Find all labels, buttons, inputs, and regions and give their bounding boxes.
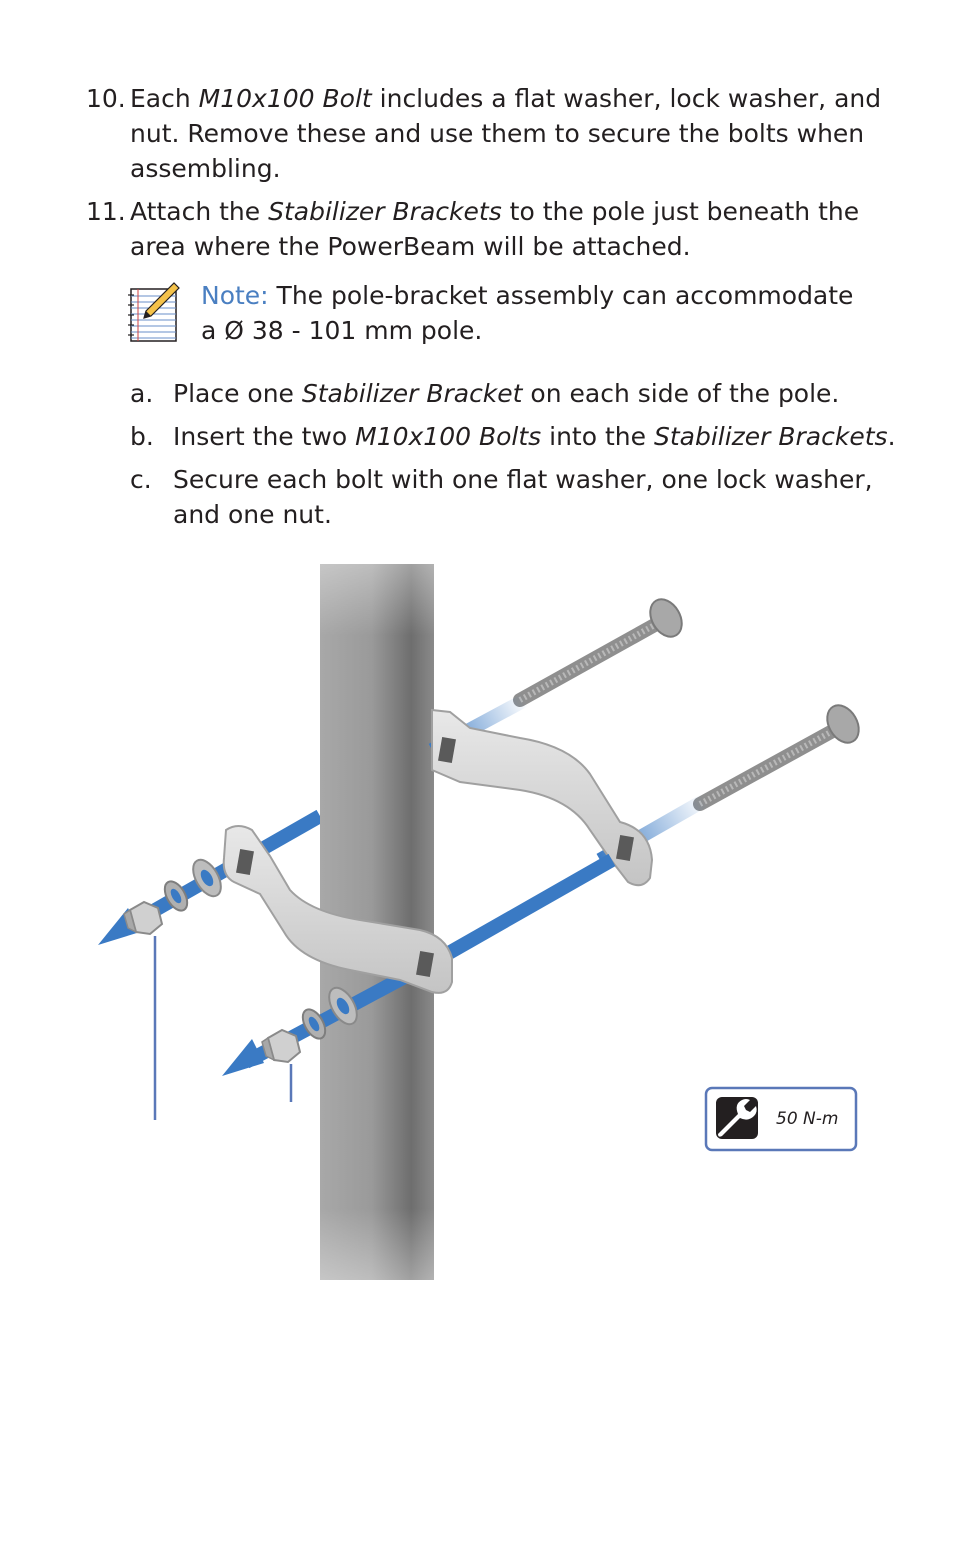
substep-letter: b. [130, 422, 154, 451]
part-name: Stabilizer Bracket [301, 379, 523, 408]
step-text-part: Each [130, 84, 199, 113]
step-text-part: to the pole just beneath the [501, 197, 860, 226]
arrow-head-right [222, 1039, 264, 1076]
bolt-lower [700, 700, 865, 804]
assembly-illustration [0, 560, 954, 1290]
substep-text-part: on each side of the pole. [522, 379, 840, 408]
note-label: Note: [201, 281, 269, 310]
torque-callout [706, 1088, 856, 1150]
part-name: Stabilizer Brackets [653, 422, 888, 451]
step-text [130, 81, 881, 116]
substep-text-part: . [887, 422, 896, 451]
substep-text-part: into the [541, 422, 654, 451]
step-text-part: includes a flat washer, lock washer, and [371, 84, 882, 113]
step-text: assembling. [130, 154, 281, 183]
substep-text: and one nut. [173, 500, 332, 529]
step-text: nut. Remove these and use them to secure the bolts when [130, 119, 865, 148]
part-name: Stabilizer Brackets [268, 197, 502, 226]
substep-text: Secure each bolt with one flat washer, one lock washer, [173, 465, 873, 494]
substep-letter: a. [130, 379, 154, 408]
bolt-upper [520, 594, 688, 700]
substep-text-part: Insert the two [173, 422, 356, 451]
step-text [130, 194, 859, 229]
notepad-icon [128, 281, 182, 343]
note-text-part: The pole-bracket assembly can accommodate [268, 281, 854, 310]
substep-text [173, 376, 839, 411]
wrench-icon [716, 1097, 758, 1139]
step-number: 10. [86, 84, 126, 113]
torque-value: 50 N-m [776, 1109, 839, 1129]
nut-lower [262, 1030, 300, 1062]
substep-text-part: Place one [173, 379, 302, 408]
step-text: area where the PowerBeam will be attached. [130, 232, 691, 261]
step-text-part: Attach the [130, 197, 269, 226]
substep-text [173, 419, 896, 454]
substep-letter: c. [130, 465, 152, 494]
note-text: a Ø 38 - 101 mm pole. [201, 316, 483, 345]
part-name: M10x100 Bolt [198, 84, 372, 113]
note-text [201, 278, 853, 313]
part-name: M10x100 Bolts [355, 422, 542, 451]
step-number: 11. [86, 197, 126, 226]
nut-upper [124, 902, 162, 934]
